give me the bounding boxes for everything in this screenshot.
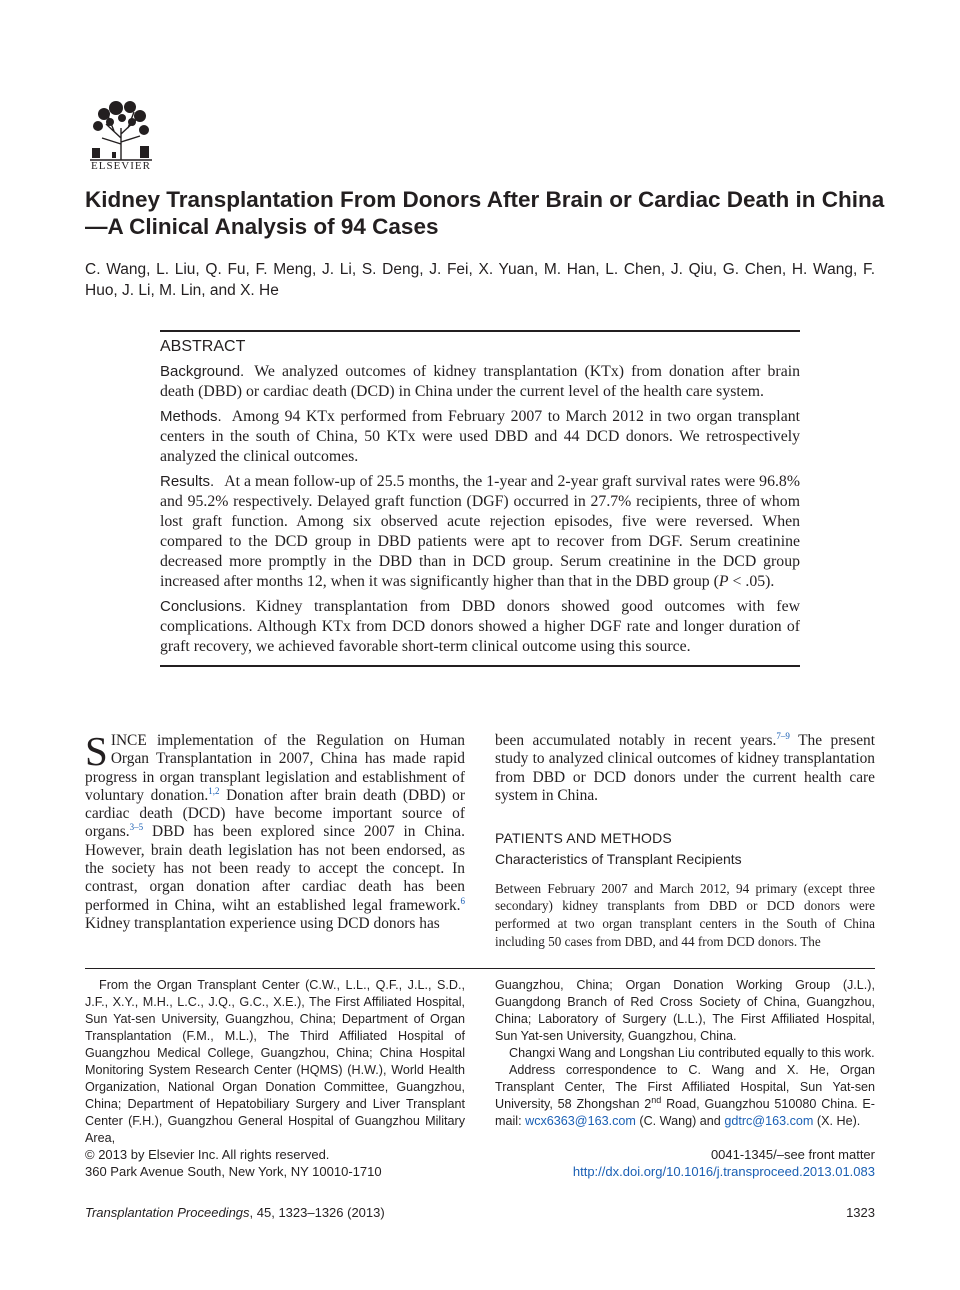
affiliations-left (85, 977, 465, 1147)
body-column-left (85, 728, 465, 933)
results-text-end: < .05). (728, 573, 775, 590)
affiliations-right (495, 977, 875, 1130)
reference-link[interactable]: 6 (460, 895, 465, 906)
publisher-address: 360 Park Avenue South, New York, NY 10010-1710 (85, 1164, 382, 1179)
conclusions-label: Conclusions. (160, 598, 246, 615)
abstract-box (160, 330, 800, 667)
conclusions-text: Kidney transplantation from DBD donors showed good outcomes with few complications. Although KTx from DCD donors showed a higher DGF rate and longer duration of graft recovery, we achieved favorable short-term clinical outcome using this source. (160, 598, 800, 655)
intro-continued (495, 732, 875, 805)
subsection-heading: Characteristics of Transplant Recipients (495, 851, 742, 868)
background-text: We analyzed outcomes of kidney transplantation (KTx) from donation after brain death (DBD) or cardiac death (DCD) in China under the current level of the health care system. (160, 363, 800, 400)
issn-block (573, 1146, 875, 1180)
email-separator: (C. Wang) and (635, 1114, 725, 1128)
intro-text-5: been accumulated notably in recent years. (495, 732, 777, 749)
contribution-note: Changxi Wang and Longshan Liu contributed equally to this work. (509, 1046, 875, 1060)
methods-label: Methods. (160, 408, 222, 425)
results-text: At a mean follow-up of 25.5 months, the 1-year and 2-year graft survival rates were 96.8% and 95.2% respectively. Delayed graft function (DGF) occurred in 27.7% recipients, three of whom lost graft function. Among six observed acute rejection episodes, five were reversed. When compared to the DCD group in DBD patients were apt to recover from DGF. Serum creatinine decreased more promptly in the DBD than in DCD group. Serum creatinine in the DCD group increased after months 12, when it was significantly higher than that in the DBD group ( (160, 473, 800, 590)
publisher-name: ELSEVIER (91, 160, 151, 172)
body-column-right (495, 732, 875, 950)
doi-link[interactable]: http://dx.doi.org/10.1016/j.transproceed.2013.01.083 (572, 1164, 875, 1179)
footnote-divider (85, 968, 875, 969)
p-value-symbol: P (718, 573, 729, 590)
page-number: 1323 (846, 1205, 875, 1220)
drop-cap: S (85, 728, 108, 774)
address-text: Address correspondence to C. Wang and X. He, Organ Transplant Center, The First Affiliated Hospital, Sun Yat-sen University, 58 Zhongshan 2 (495, 1063, 875, 1111)
methods-paragraph: Between February 2007 and March 2012, 94 primary (except three secondary) kidney transplants from DBD or DCD donors were performed at two organ transplant centers in the South of China including 50 cases from DBD, and 44 from DCD donors. The (495, 880, 875, 949)
intro-text-4: Kidney transplantation experience using DCD donors has (85, 914, 440, 932)
copyright-block (85, 1146, 382, 1180)
email-end: (X. He). (813, 1114, 861, 1128)
abstract-background (160, 362, 800, 402)
abstract-results (160, 472, 800, 592)
methods-text: Among 94 KTx performed from February 2007 to March 2012 in two organ transplant centers in the south of China, 50 KTx were used DBD and 44 DCD donors. We retrospectively analyzed the clinical outcomes. (160, 408, 800, 465)
affiliation-text: From the Organ Transplant Center (C.W., L.L., Q.F., J.L., S.D., J.F., X.Y., M.H., L.C., J.Q., G.C., X.E.), The First Affiliated Hospital, Sun Yat-sen University, Guangzhou, China; Department of Organ Transplantation (F.M., M.L.), The Third Affiliated Hospital of Guangzhou Medical College, Guangzhou, China; China Hospital Monitoring System Research Center (HQMS) (H.W.), World Health Organization, National Organ Donation Committee, Guangzhou, China; Department of Hepatobiliary Surgery and Liver Transplant Center (F.H.), Guangzhou General Hospital of Guangzhou Military Area, (85, 978, 465, 1145)
journal-citation (85, 1205, 385, 1220)
results-label: Results. (160, 473, 215, 490)
article-title: Kidney Transplantation From Donors After Brain or Cardiac Death in China—A Clinical Analysis of 94 Cases (85, 187, 885, 239)
intro-text-6: The present study to analyzed clinical outcomes of kidney transplantation from DBD or DCD donors under the current health care system in China. (495, 732, 875, 804)
affiliation-text-cont: Guangzhou, China; Organ Donation Working Group (J.L.), Guangdong Branch of Red Cross Society of China, Guangzhou, China; Laboratory of Surgery (L.L.), The First Affiliated Hospital, Sun Yat-sen University, Guangzhou, China. (495, 978, 875, 1043)
issn-line: 0041-1345/–see front matter (710, 1147, 875, 1162)
copyright-line: © 2013 by Elsevier Inc. All rights reserved. (85, 1147, 330, 1162)
reference-link[interactable]: 3–5 (129, 822, 144, 833)
citation-details: , 45, 1323–1326 (2013) (249, 1205, 385, 1220)
abstract-methods (160, 407, 800, 467)
author-list: C. Wang, L. Liu, Q. Fu, F. Meng, J. Li, S. Deng, J. Fei, X. Yuan, M. Han, L. Chen, J. Qiu, G. Chen, H. Wang, F. Huo, J. Li, M. Lin, and X. He (85, 261, 875, 299)
ordinal-suffix: nd (651, 1094, 662, 1105)
correspondence-address (495, 1062, 875, 1130)
reference-link[interactable]: 1,2 (208, 785, 220, 796)
email-link-he[interactable]: gdtrc@163.com (724, 1114, 814, 1128)
address-text-2: Road, Guangzhou 510080 China. E-mail: (495, 1097, 875, 1128)
intro-text-3: DBD has been explored since 2007 in China. However, brain death legislation has not been endorsed, as the society has not been ready to accept the concept. In contrast, organ donation after cardiac death has been performed in China, wiht an established legal framework. (85, 823, 465, 914)
section-heading: PATIENTS AND METHODS (495, 830, 672, 847)
intro-text-2: Donation after brain death (DBD) or cardiac death (DCD) have become important source of organs. (85, 786, 465, 841)
abstract-heading: ABSTRACT (160, 338, 246, 355)
email-link-wang[interactable]: wcx6363@163.com (525, 1114, 636, 1128)
journal-name: Transplantation Proceedings (85, 1205, 250, 1220)
background-label: Background. (160, 363, 245, 380)
reference-link[interactable]: 7–9 (776, 730, 790, 741)
intro-text-1: INCE implementation of the Regulation on Human Organ Transplantation in 2007, China has made rapid progress in organ transplant legislation and establishment of voluntary donation. (85, 732, 465, 804)
abstract-conclusions (160, 597, 800, 657)
